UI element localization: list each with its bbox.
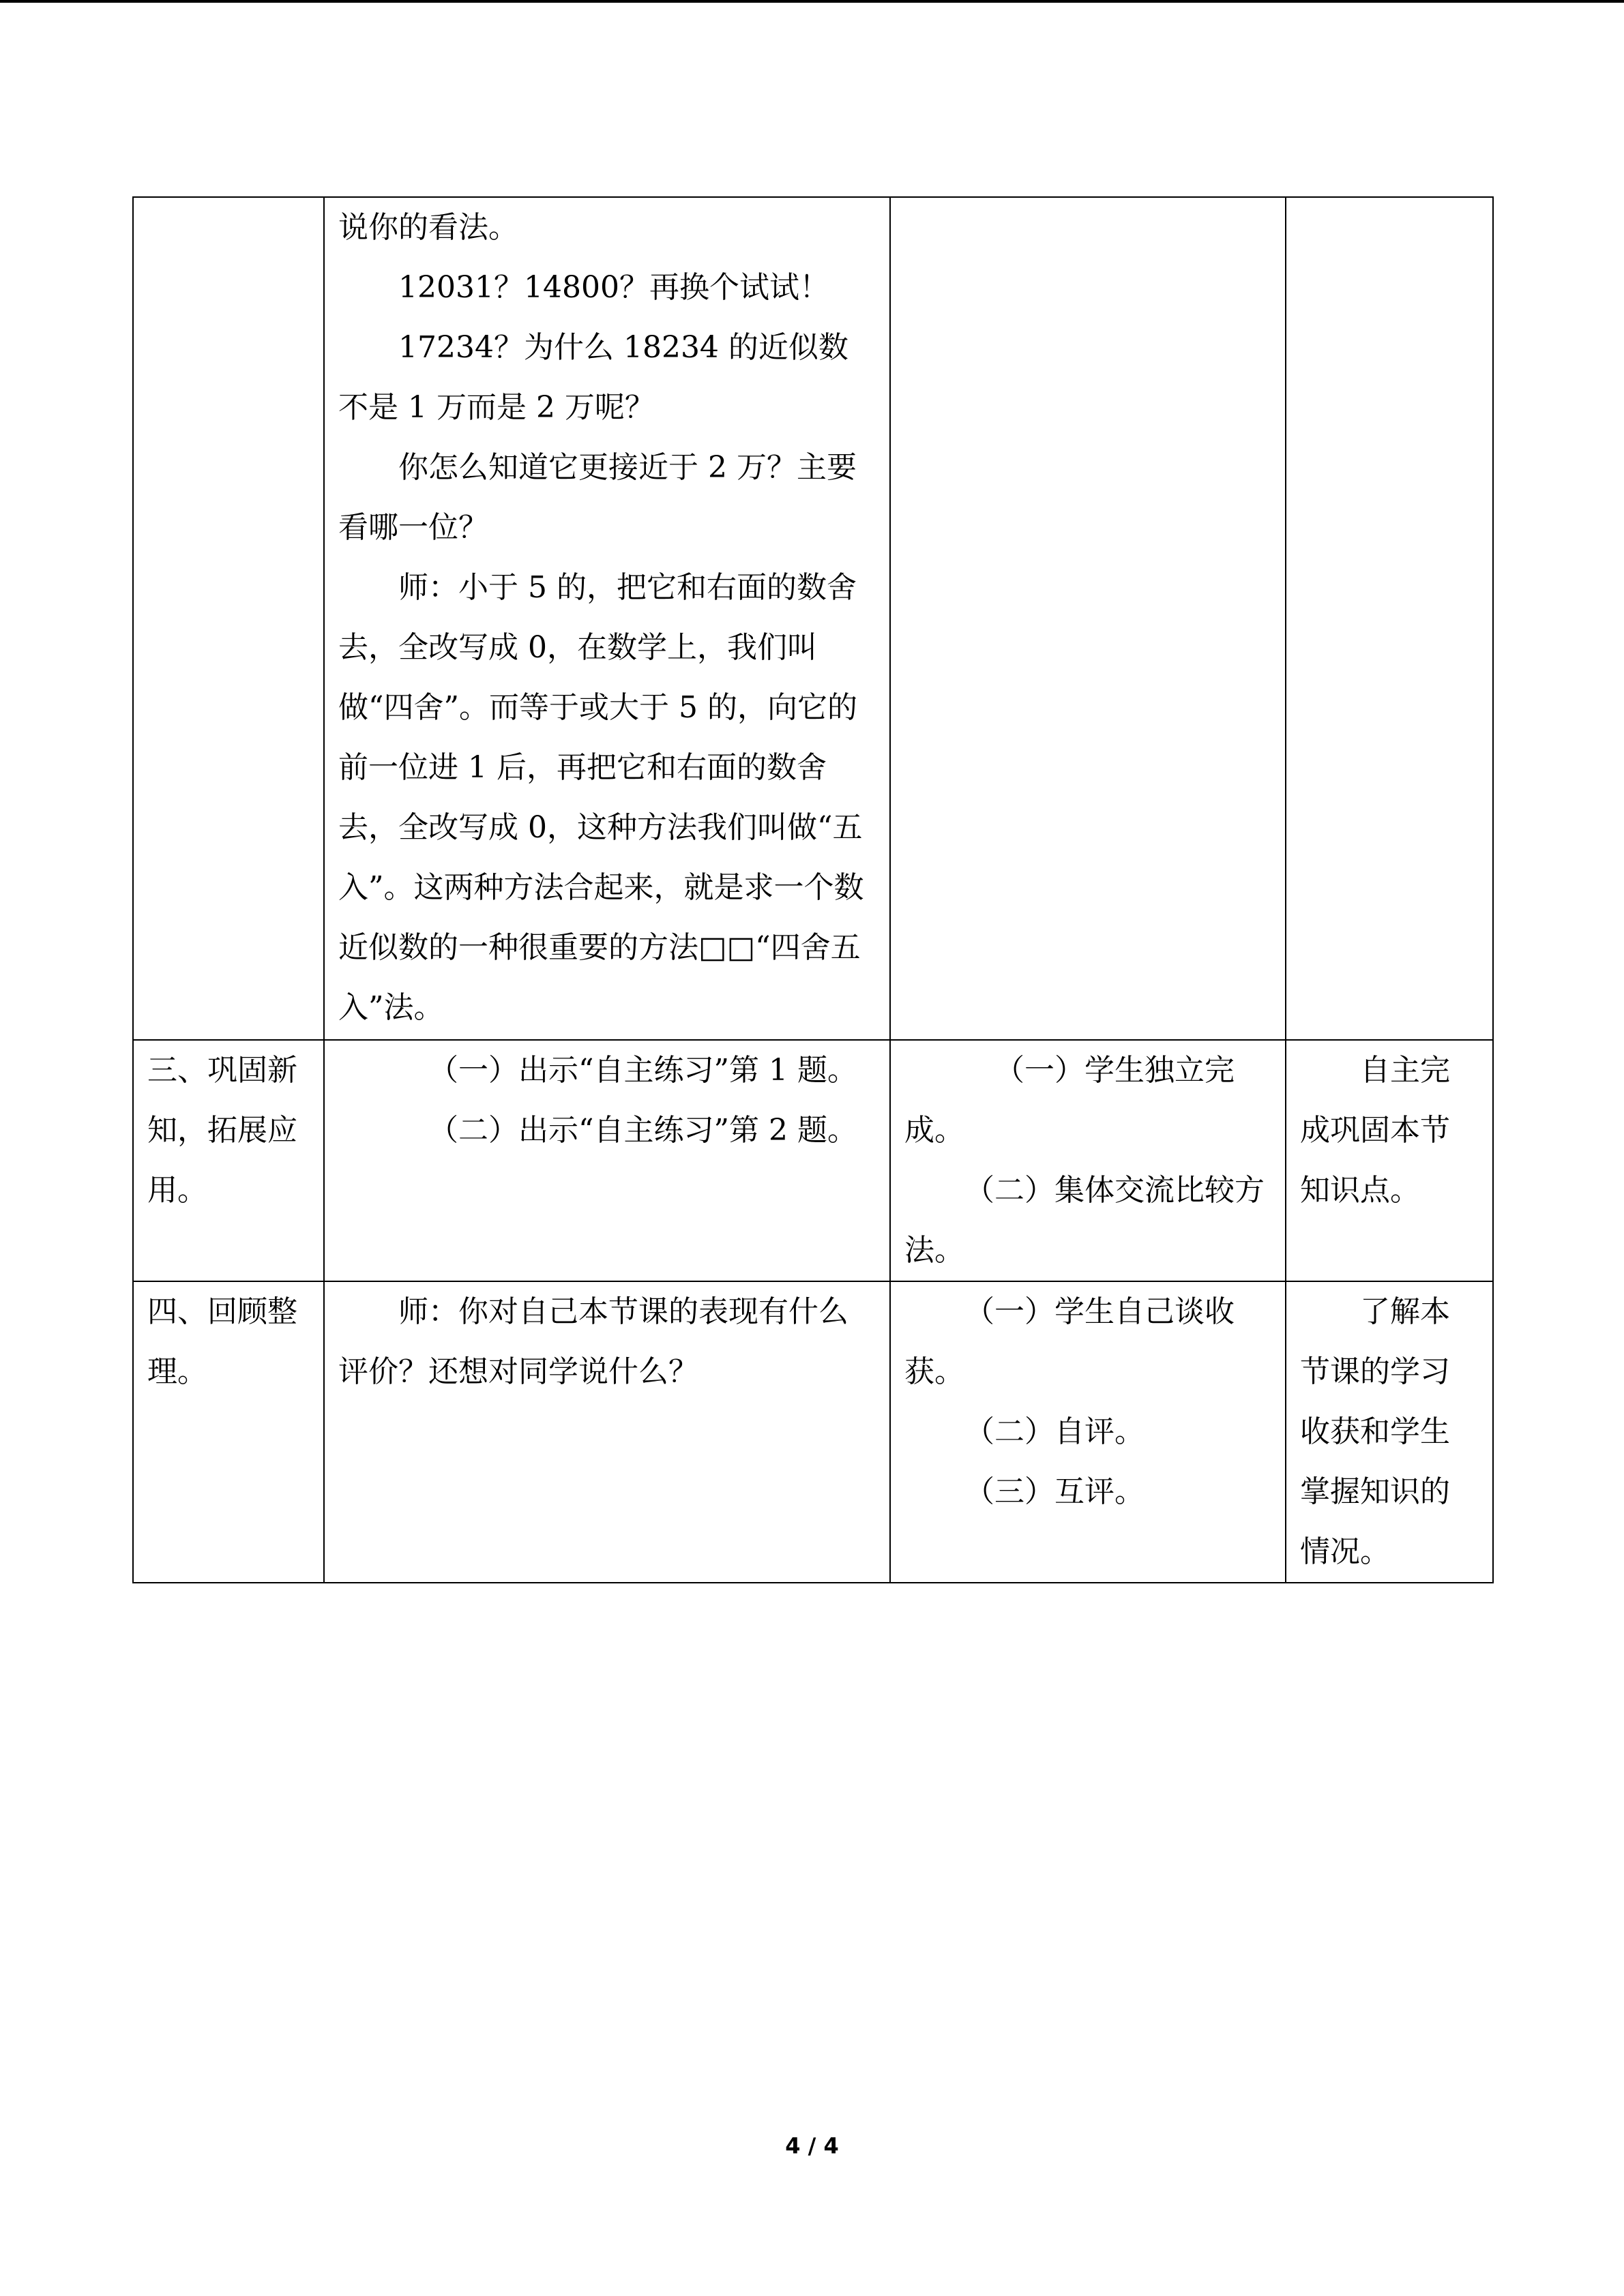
top-border-line: [0, 0, 1624, 3]
teacher-line: 师：小于 5 的，把它和右面的数舍去，全改写成 0，在数学上，我们叫做“四舍”。而等于或大于 5 的，向它的前一位进 1 后，再把它和右面的数舍去，全改写成 0，这种方法我们叫做“五入”。这两种方法合起来，就是求一个数近似数的一种很重要的方法□□“四舍五入”法。: [338, 570, 864, 1025]
teacher-line: 17234？为什么 18234 的近似数不是 1 万而是 2 万呢？: [338, 330, 848, 425]
student-activity-cell: [890, 1281, 1286, 1583]
design-intent-cell: [1286, 1040, 1493, 1281]
intent-text: 自主完成巩固本节知识点。: [1300, 1053, 1450, 1208]
teacher-activity-cell: [324, 1040, 890, 1281]
design-intent-cell: [1286, 197, 1493, 1040]
stage-cell: [133, 1040, 324, 1281]
teacher-activity-cell: [324, 197, 890, 1040]
stage-cell: [133, 197, 324, 1040]
teacher-activity-cell: [324, 1281, 890, 1583]
lesson-plan-table: [132, 196, 1494, 1583]
stage-text: 三、巩固新知，拓展应用。: [147, 1053, 297, 1208]
teacher-line: 12031？14800？再换个试试！: [398, 270, 829, 305]
design-intent-cell: [1286, 1281, 1493, 1583]
student-line: （三）互评。: [964, 1474, 1145, 1509]
teacher-line: 你怎么知道它更接近于 2 万？主要看哪一位？: [338, 450, 857, 545]
student-line: （一）学生自己谈收获。: [904, 1294, 1235, 1389]
intent-text: 了解本节课的学习收获和学生掌握知识的情况。: [1300, 1294, 1450, 1569]
stage-text: 四、回顾整理。: [147, 1294, 297, 1389]
teacher-line: （一）出示“自主练习”第 1 题。: [428, 1053, 857, 1088]
page-number: 4 / 4: [785, 2133, 839, 2159]
student-line: （二）集体交流比较方法。: [904, 1173, 1265, 1268]
teacher-line: 师：你对自己本节课的表现有什么评价？还想对同学说什么？: [338, 1294, 848, 1389]
student-line: （一）学生独立完成。: [904, 1053, 1235, 1148]
teacher-line: （二）出示“自主练习”第 2 题。: [428, 1113, 857, 1148]
table-row: [133, 197, 1493, 1040]
student-line: （二）自评。: [964, 1414, 1145, 1449]
teacher-line: 说你的看法。: [338, 210, 518, 245]
table-row: [133, 1281, 1493, 1583]
student-activity-cell: [890, 197, 1286, 1040]
student-activity-cell: [890, 1040, 1286, 1281]
stage-cell: [133, 1281, 324, 1583]
table-row: [133, 1040, 1493, 1281]
